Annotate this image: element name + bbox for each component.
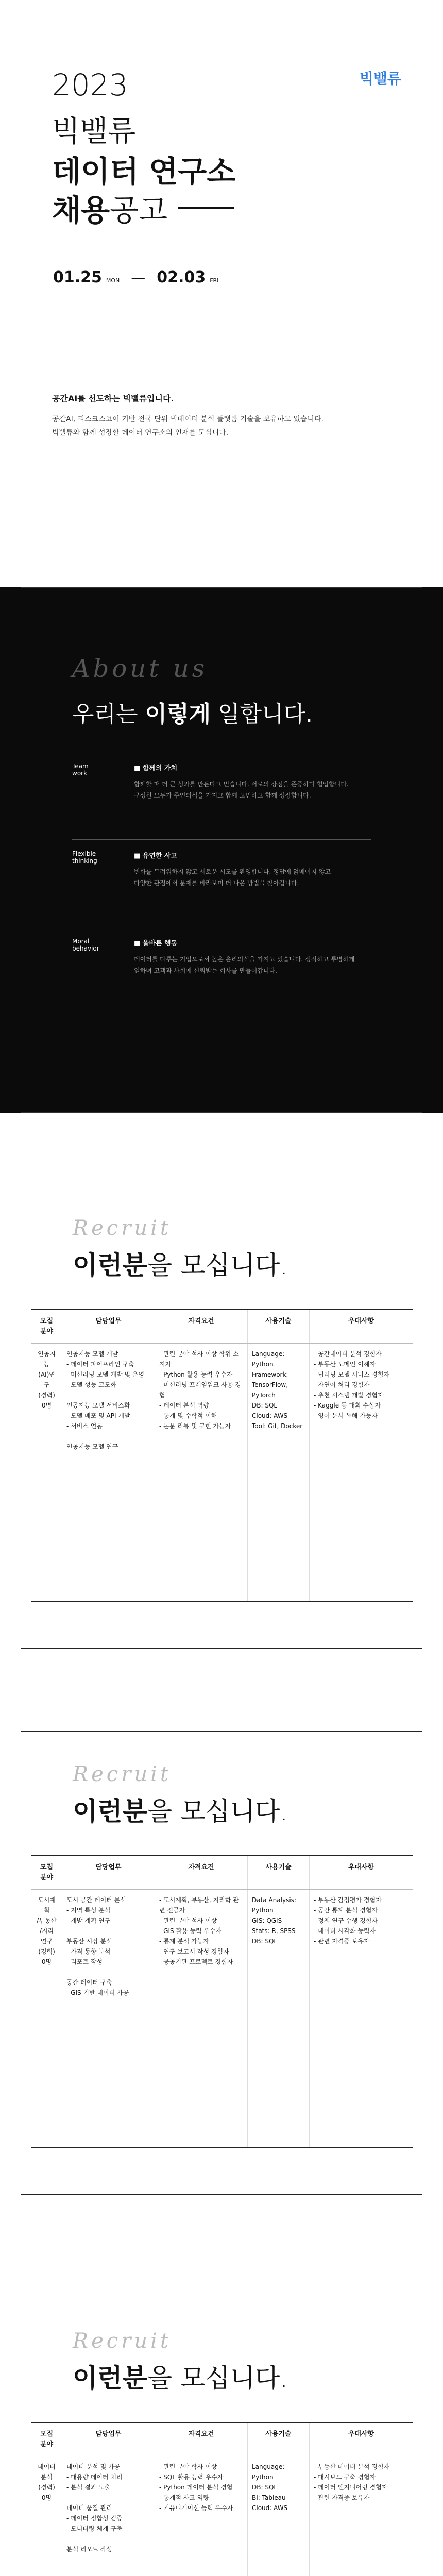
about-script: About us [72,654,208,683]
job-duties: 도시 공간 데이터 분석 - 지역 특성 분석 - 개발 계획 연구 부동산 시장 분석 - 가격 동향 분석 - 리포트 작성 공간 데이터 구축 - GIS 기반 데이터 가공 [62,1890,155,2147]
about-list [72,752,371,1015]
col-header: 우대사항 [348,2430,374,2438]
col-header: 사용기술 [248,1856,310,1889]
job-section-3 [0,2267,443,2576]
job3-heading [73,2358,288,2395]
about-item-body: 함께할 때 더 큰 성과를 만든다고 믿습니다. 서로의 강점을 존중하며 협업합니다. 구성원 모두가 주인의식을 가지고 함께 고민하고 함께 성장합니다. [134,781,349,799]
col-header: 자격요건 [155,1856,248,1889]
intro-body: 공간AI, 리스크스코어 기반 전국 단위 빅데이터 분석 플랫폼 기술을 보유하고 있습니다. 빅밸류와 함께 성장할 데이터 연구소의 인재를 모십니다. [52,415,323,437]
job-reqs: - 도시계획, 부동산, 지리학 관련 전공자 - 관련 분야 석사 이상 - GIS 활용 능력 우수자 - 통계 분석 가능자 - 연구 보고서 작성 경험자 - 공공기관 프로젝트 경험자 [155,1890,248,2147]
col-header: 자격요건 [155,1310,248,1343]
date-sep: — [131,269,146,286]
hero-title-dash [178,207,234,209]
about-item [72,752,371,840]
job-card-1 [21,1185,422,1649]
job-tools: Language: Python DB: SQL BI: Tableau Cloud: AWS [248,2456,310,2576]
job-prefs: - 부동산 데이터 분석 경험자 - 대시보드 구축 경험자 - 데이터 엔지니어링 경험자 - 관련 자격증 보유자 [314,2463,390,2501]
job-duties: 데이터 분석 및 가공 - 대용량 데이터 처리 - 분석 결과 도출 데이터 품질 관리 - 데이터 정합성 검증 - 모니터링 체계 구축 분석 리포트 작성 [62,2456,155,2576]
job3-table [31,2422,413,2576]
about-item-body: 데이터를 다루는 기업으로서 높은 윤리의식을 가지고 있습니다. 정직하고 투명하게 일하며 고객과 사회에 신뢰받는 회사를 만들어갑니다. [134,956,355,974]
table-row [31,1890,413,2147]
table-header-row [31,1310,413,1344]
job-reqs: - 관련 분야 학사 이상 - SQL 활용 능력 우수자 - Python 데이터 분석 경험 - 통계적 사고 역량 - 커뮤니케이션 능력 우수자 [155,2456,248,2576]
date-end: 02.03 [157,268,206,286]
job-card-3 [21,2298,422,2576]
table-header-row [31,2423,413,2456]
about-item-label: Moral behavior [72,938,99,952]
about-item [72,840,371,927]
job1-heading [73,1245,288,1282]
job-field: 인공지능 (AI)연구 (경력) 0명 [31,1344,62,1601]
job-field: 도시계획 /부동산 /지리 연구 (경력) 0명 [31,1890,62,2147]
job3-script: Recruit [73,2329,172,2353]
about-item-title: ■ 올바른 행동 [134,940,178,947]
date-end-day: FRI [210,277,219,284]
job1-script: Recruit [73,1216,172,1240]
hero-card [21,21,422,510]
hero-section [0,0,443,546]
col-header: 사용기술 [248,1310,310,1343]
about-item-title: ■ 유연한 사고 [134,852,178,860]
hero-title-sub [52,186,234,229]
about-heading-bold: 이렇게 [145,701,211,727]
col-header: 우대사항 [348,1317,374,1325]
table-header-row [31,1856,413,1890]
company-logo: 빅밸류 [359,70,401,87]
job-section-1 [0,1154,443,1659]
about-section [0,587,443,1113]
col-header: 담당업무 [62,1310,155,1343]
about-item-label: Flexible thinking [72,850,97,865]
about-item-title: ■ 함께의 가치 [134,765,178,772]
hero-title-main: 데이터 연구소 [52,154,236,189]
hero-title-rest: 공고 [110,193,168,228]
job-prefs: - 부동산 감정평가 경험자 - 공간 통계 분석 경험자 - 정책 연구 수행 경험자 - 데이터 시각화 능력자 - 관련 자격증 보유자 [314,1896,382,1945]
hero-year: 2023 [52,67,128,103]
job2-script: Recruit [73,1762,172,1786]
job2-heading-post: 을 모십니다. [147,1797,288,1826]
col-header: 사용기술 [248,2423,310,2456]
table-row [31,1344,413,1601]
about-item-label: Team work [72,762,89,777]
job-tools: Language: Python Framework: TensorFlow, PyTorch DB: SQL Cloud: AWS Tool: Git, Docker [248,1344,310,1601]
about-heading-pre: 우리는 [72,701,145,727]
about-heading-post: 일합니다. [211,701,313,727]
intro-title: 공간AI를 선도하는 빅밸류입니다. [52,394,174,403]
job2-table [31,1855,413,2148]
hero-title-bold: 채용 [52,193,110,228]
col-header: 우대사항 [348,1863,374,1871]
job2-heading-bold: 이런분 [73,1797,147,1826]
table-row [31,2456,413,2576]
job3-heading-post: 을 모십니다. [147,2363,288,2393]
job1-table [31,1309,413,1602]
col-header: 담당업무 [62,2423,155,2456]
col-header: 모집 분야 [31,1856,62,1889]
job-field: 데이터 분석 (경력) 0명 [31,2456,62,2576]
job-card-2 [21,1731,422,2195]
about-item [72,927,371,1015]
job-tools: Data Analysis: Python GIS: QGIS Stats: R, SPSS DB: SQL [248,1890,310,2147]
col-header: 자격요건 [155,2423,248,2456]
job-duties: 인공지능 모델 개발 - 데이터 파이프라인 구축 - 머신러닝 모델 개발 및 운영 - 모델 성능 고도화 인공지능 모델 서비스화 - 모델 배포 및 API 개발 - 서비스 연동 인공지능 모델 연구 [62,1344,155,1601]
date-start-day: MON [106,277,120,284]
date-start: 01.25 [53,268,102,286]
job-prefs: - 공간데이터 분석 경험자 - 부동산 도메인 이해자 - 딥러닝 모델 서비스 경험자 - 자연어 처리 경험자 - 추천 시스템 개발 경험자 - Kaggle 등 대회 수상자 - 영어 문서 독해 가능자 [314,1350,390,1419]
job1-heading-post: 을 모십니다. [147,1250,288,1280]
hero-date [53,268,218,286]
job2-heading [73,1791,288,1828]
col-header: 모집 분야 [31,1310,62,1343]
job-reqs: - 관련 분야 석사 이상 학위 소지자 - Python 활용 능력 우수자 - 머신러닝 프레임워크 사용 경험 - 데이터 분석 역량 - 통계 및 수학적 이해 - 논문 리뷰 및 구현 가능자 [155,1344,248,1601]
about-heading [72,696,313,728]
job-section-2 [0,1710,443,2215]
job3-heading-bold: 이런분 [73,2363,147,2393]
job1-heading-bold: 이런분 [73,1250,147,1280]
col-header: 담당업무 [62,1856,155,1889]
about-item-body: 변화를 두려워하지 않고 새로운 시도를 환영합니다. 정답에 얽매이지 않고 다양한 관점에서 문제를 바라보며 더 나은 방법을 찾아갑니다. [134,868,331,887]
col-header: 모집 분야 [31,2423,62,2456]
hero-company: 빅밸류 [52,115,136,148]
